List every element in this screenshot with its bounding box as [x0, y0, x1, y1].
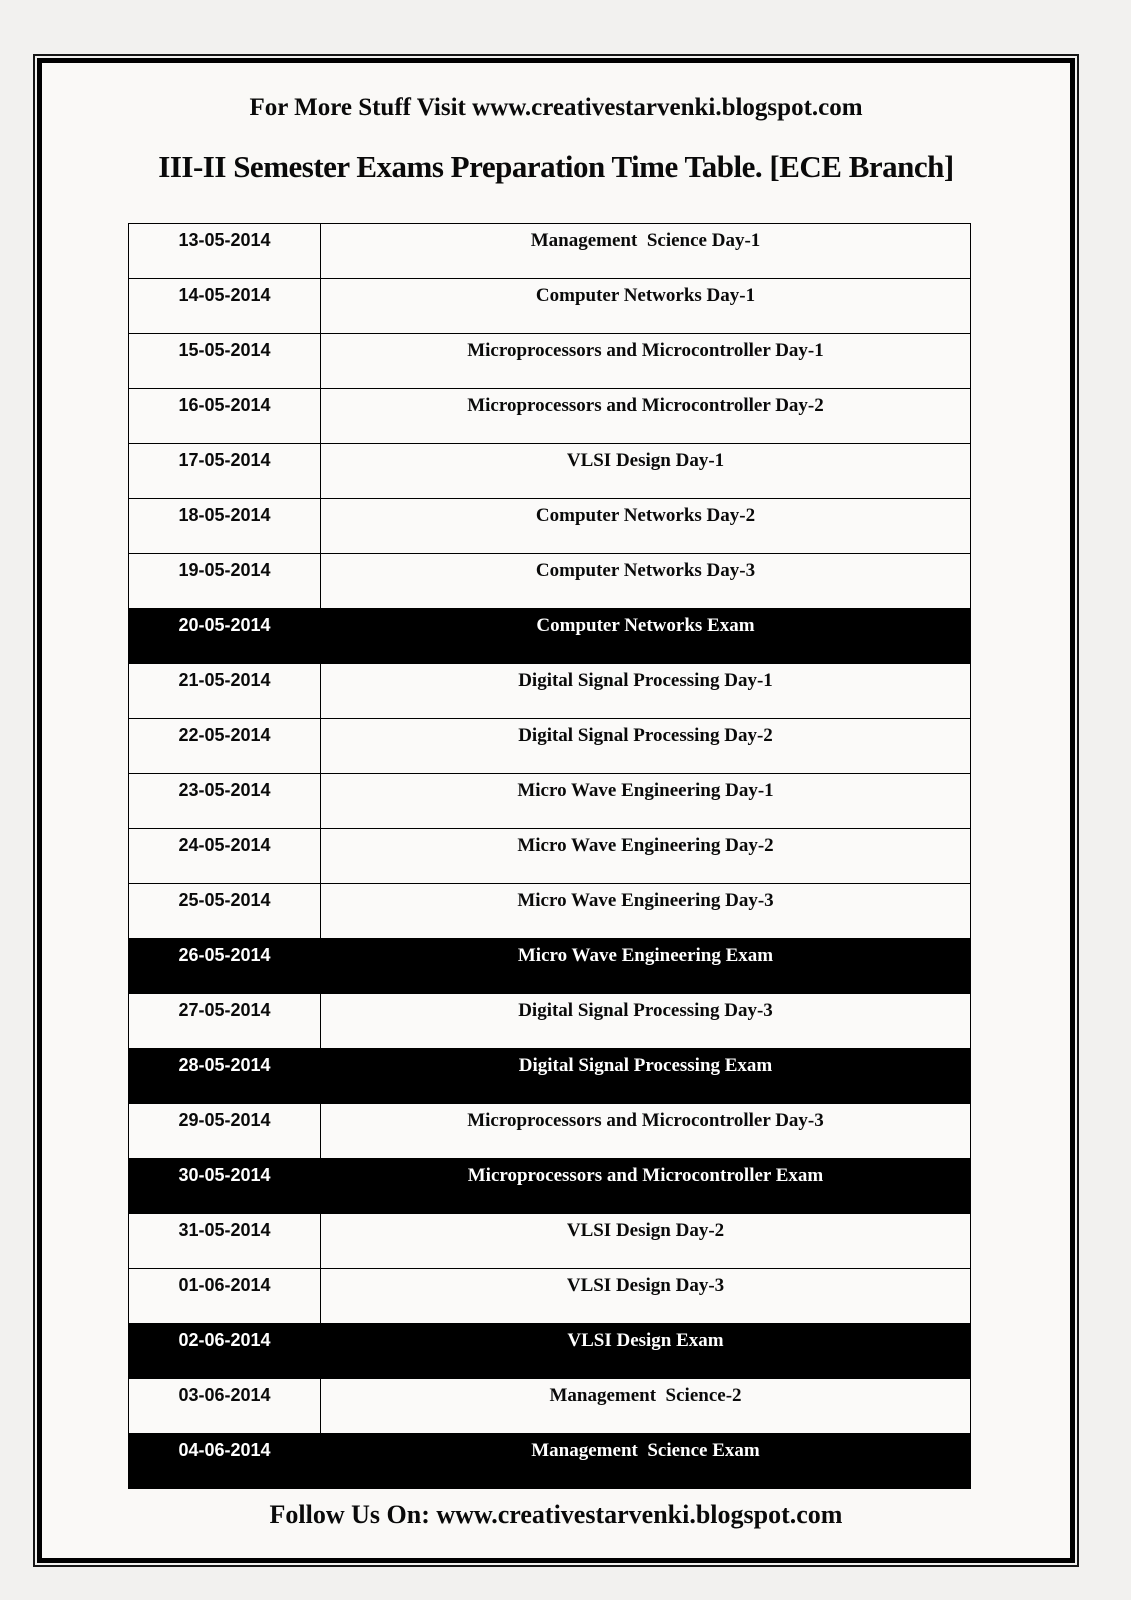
table-row [129, 499, 971, 554]
subject-cell: Computer Networks Day-1 [321, 279, 971, 334]
subject-cell: VLSI Design Exam [321, 1324, 971, 1379]
date-cell: 02-06-2014 [129, 1324, 321, 1379]
table-row [129, 444, 971, 499]
subject-cell: Digital Signal Processing Exam [321, 1049, 971, 1104]
date-cell: 26-05-2014 [129, 939, 321, 994]
subject-cell: Microprocessors and Microcontroller Day-3 [321, 1104, 971, 1159]
table-row [129, 939, 971, 994]
table-row [129, 1104, 971, 1159]
date-cell: 01-06-2014 [129, 1269, 321, 1324]
date-cell: 18-05-2014 [129, 499, 321, 554]
subject-cell: VLSI Design Day-3 [321, 1269, 971, 1324]
subject-cell: Management Science-2 [321, 1379, 971, 1434]
subject-cell: Microprocessors and Microcontroller Day-1 [321, 334, 971, 389]
subject-cell: Management Science Day-1 [321, 224, 971, 279]
table-row [129, 1434, 971, 1489]
subject-cell: Microprocessors and Microcontroller Day-2 [321, 389, 971, 444]
table-row [129, 279, 971, 334]
date-cell: 25-05-2014 [129, 884, 321, 939]
subject-cell: Management Science Exam [321, 1434, 971, 1489]
date-cell: 14-05-2014 [129, 279, 321, 334]
schedule-table-body [129, 224, 971, 1489]
table-row [129, 609, 971, 664]
date-cell: 30-05-2014 [129, 1159, 321, 1214]
date-cell: 19-05-2014 [129, 554, 321, 609]
subject-cell: Micro Wave Engineering Day-3 [321, 884, 971, 939]
subject-cell: VLSI Design Day-1 [321, 444, 971, 499]
page-title: III-II Semester Exams Preparation Time Table. [ECE Branch] [158, 148, 954, 184]
subject-cell: Micro Wave Engineering Day-1 [321, 774, 971, 829]
table-row [129, 774, 971, 829]
subject-cell: VLSI Design Day-2 [321, 1214, 971, 1269]
subject-cell: Digital Signal Processing Day-1 [321, 664, 971, 719]
footer-text: Follow Us On: www.creativestarvenki.blogspot.com [269, 1500, 843, 1529]
date-cell: 28-05-2014 [129, 1049, 321, 1104]
table-row [129, 224, 971, 279]
subject-cell: Computer Networks Exam [321, 609, 971, 664]
table-row [129, 1214, 971, 1269]
table-row [129, 664, 971, 719]
subject-cell: Micro Wave Engineering Exam [321, 939, 971, 994]
table-row [129, 554, 971, 609]
subject-cell: Micro Wave Engineering Day-2 [321, 829, 971, 884]
date-cell: 23-05-2014 [129, 774, 321, 829]
date-cell: 04-06-2014 [129, 1434, 321, 1489]
table-row [129, 1269, 971, 1324]
subject-cell: Computer Networks Day-2 [321, 499, 971, 554]
page-content-area [37, 58, 1075, 1563]
date-cell: 16-05-2014 [129, 389, 321, 444]
date-cell: 31-05-2014 [129, 1214, 321, 1269]
table-row [129, 1379, 971, 1434]
date-cell: 03-06-2014 [129, 1379, 321, 1434]
date-cell: 27-05-2014 [129, 994, 321, 1049]
date-cell: 15-05-2014 [129, 334, 321, 389]
page-border-frame [33, 54, 1079, 1567]
table-row [129, 994, 971, 1049]
date-cell: 21-05-2014 [129, 664, 321, 719]
table-row [129, 884, 971, 939]
subject-cell: Microprocessors and Microcontroller Exam [321, 1159, 971, 1214]
table-row [129, 389, 971, 444]
table-row [129, 1049, 971, 1104]
table-row [129, 334, 971, 389]
subject-cell: Computer Networks Day-3 [321, 554, 971, 609]
table-row [129, 1159, 971, 1214]
subject-cell: Digital Signal Processing Day-2 [321, 719, 971, 774]
table-row [129, 719, 971, 774]
date-cell: 17-05-2014 [129, 444, 321, 499]
date-cell: 29-05-2014 [129, 1104, 321, 1159]
exam-schedule-table [128, 223, 971, 1489]
subject-cell: Digital Signal Processing Day-3 [321, 994, 971, 1049]
date-cell: 24-05-2014 [129, 829, 321, 884]
date-cell: 20-05-2014 [129, 609, 321, 664]
date-cell: 22-05-2014 [129, 719, 321, 774]
table-row [129, 1324, 971, 1379]
promo-header: For More Stuff Visit www.creativestarvenki.blogspot.com [249, 94, 863, 121]
date-cell: 13-05-2014 [129, 224, 321, 279]
table-row [129, 829, 971, 884]
